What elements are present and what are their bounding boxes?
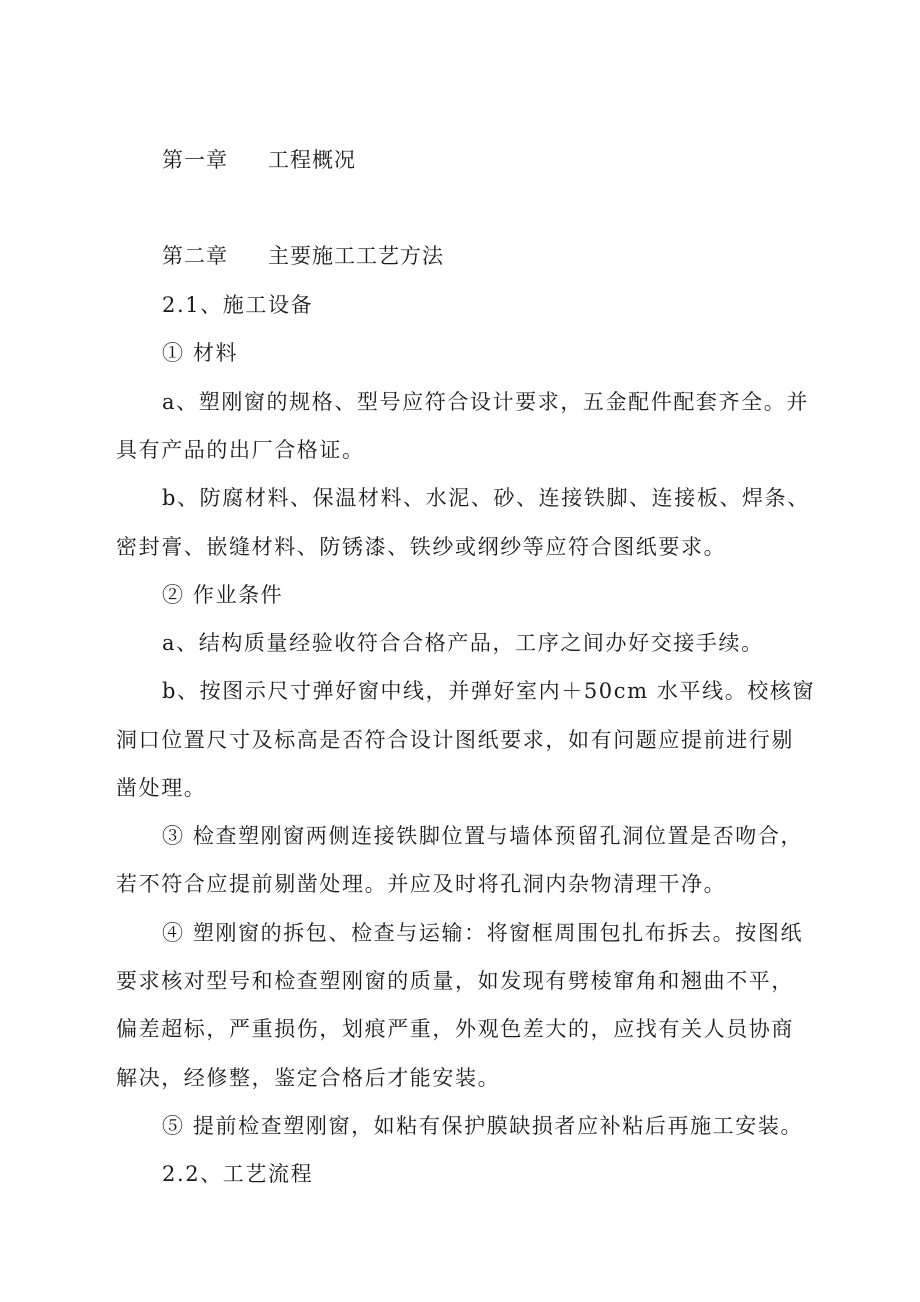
section-2-1-heading: 2.1、施工设备 [162, 293, 314, 317]
paragraph-line: 偏差超标，严重损伤，划痕严重，外观色差大的，应找有关人员协商 [116, 1017, 794, 1041]
paragraph-line: b、按图示尺寸弹好窗中线，并弹好室内＋50cm 水平线。校核窗 [162, 679, 816, 703]
chapter-1-number: 第一章 [162, 148, 228, 172]
item-1-materials: ① 材料 [162, 341, 239, 365]
item-4-paragraph: ④ 塑刚窗的拆包、检查与运输：将窗框周围包扎布拆去。按图纸 [162, 921, 804, 945]
paragraph-line: a、结构质量经验收符合合格产品，工序之间办好交接手续。 [162, 631, 764, 655]
item-2-work-conditions: ② 作业条件 [162, 583, 284, 607]
chapter-2-title: 主要施工工艺方法 [268, 244, 444, 268]
paragraph-line: 凿处理。 [116, 776, 207, 800]
chapter-2-heading [162, 241, 444, 271]
paragraph-line: 若不符合应提前剔凿处理。并应及时将孔洞内杂物清理干净。 [116, 872, 727, 896]
item-5-paragraph: ⑤ 提前检查塑刚窗，如粘有保护膜缺损者应补粘后再施工安装。 [162, 1114, 804, 1138]
section-2-2-heading: 2.2、工艺流程 [162, 1162, 314, 1186]
paragraph-line: 要求核对型号和检查塑刚窗的质量，如发现有劈棱窜角和翘曲不平， [116, 969, 794, 993]
paragraph-line: a、塑刚窗的规格、型号应符合设计要求，五金配件配套齐全。并 [162, 390, 809, 414]
chapter-1-heading [162, 145, 356, 175]
chapter-1-title: 工程概况 [268, 148, 356, 172]
paragraph-line: 解决，经修整，鉴定合格后才能安装。 [116, 1066, 501, 1090]
chapter-2-number: 第二章 [162, 244, 228, 268]
paragraph-line: 洞口位置尺寸及标高是否符合设计图纸要求，如有问题应提前进行剔 [116, 728, 794, 752]
item-3-paragraph: ③ 检查塑刚窗两侧连接铁脚位置与墙体预留孔洞位置是否吻合， [162, 824, 804, 848]
paragraph-line: 密封膏、嵌缝材料、防锈漆、铁纱或纲纱等应符合图纸要求。 [116, 535, 727, 559]
paragraph-line: b、防腐材料、保温材料、水泥、砂、连接铁脚、连接板、焊条、 [162, 486, 810, 510]
paragraph-line: 具有产品的出厂合格证。 [116, 438, 365, 462]
